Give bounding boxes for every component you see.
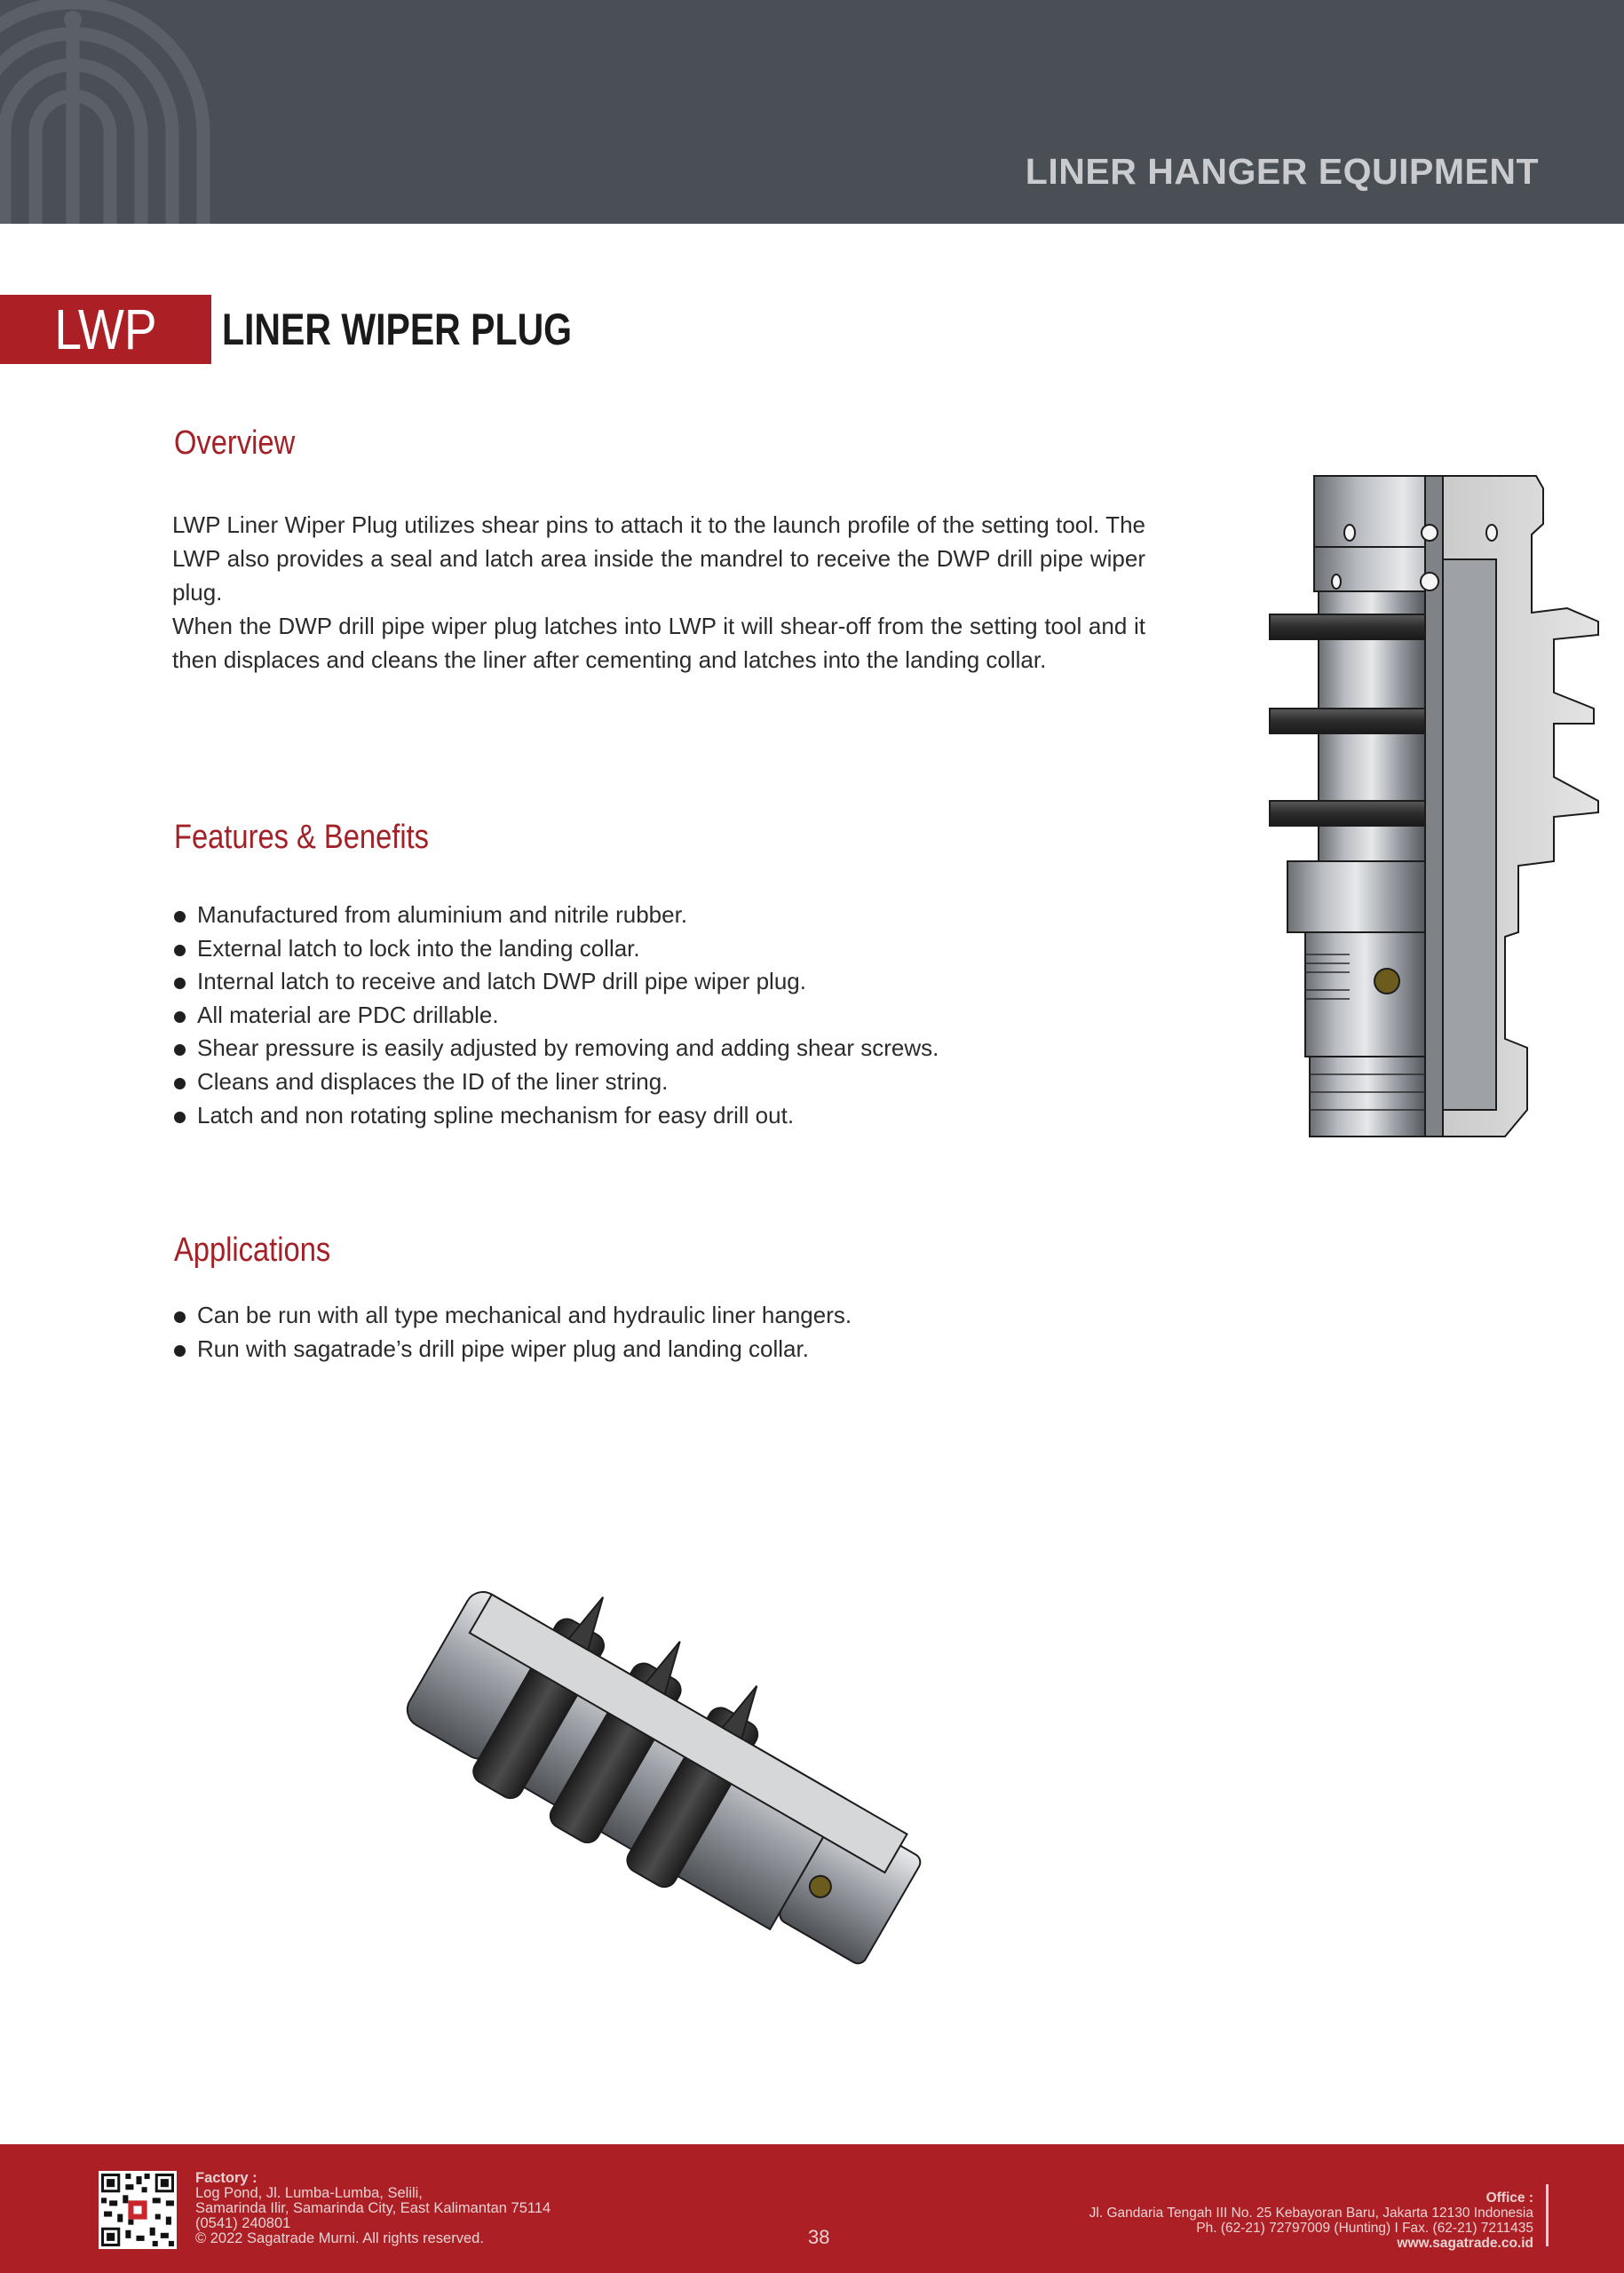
office-label: Office :	[1485, 2190, 1533, 2206]
company-logo-watermark	[0, 0, 231, 224]
copyright: © 2022 Sagatrade Murni. All rights reserved.	[195, 2230, 484, 2246]
applications-list	[172, 1299, 852, 1366]
section-title: LINER HANGER EQUIPMENT	[1025, 151, 1539, 192]
overview-paragraph: When the DWP drill pipe wiper plug latches into LWP it will shear-off from the setting tool and it then displaces and cleans the liner after cementing and latches into the landing collar.	[172, 613, 1145, 673]
product-isometric-image	[368, 1580, 990, 1989]
factory-label: Factory :	[195, 2170, 257, 2186]
features-heading: Features & Benefits	[174, 819, 430, 856]
office-address	[1089, 2190, 1533, 2251]
factory-phone: (0541) 240801	[195, 2215, 291, 2231]
list-item: Manufactured from aluminium and nitrile rubber.	[172, 899, 939, 932]
product-title: LINER WIPER PLUG	[222, 305, 573, 354]
qr-code[interactable]	[99, 2171, 177, 2249]
office-line: Jl. Gandaria Tengah III No. 25 Kebayoran Baru, Jakarta 12130 Indonesia	[1089, 2206, 1533, 2221]
list-item: Internal latch to receive and latch DWP drill pipe wiper plug.	[172, 965, 939, 999]
overview-text	[172, 508, 1145, 677]
list-item: Shear pressure is easily adjusted by removing and adding shear screws.	[172, 1032, 939, 1065]
product-cutaway-image	[1252, 471, 1607, 1145]
list-item: All material are PDC drillable.	[172, 999, 939, 1033]
product-code-badge	[0, 295, 211, 364]
list-item: Run with sagatrade’s drill pipe wiper plug and landing collar.	[172, 1333, 852, 1366]
list-item: Can be run with all type mechanical and hydraulic liner hangers.	[172, 1299, 852, 1333]
office-phone: Ph. (62-21) 72797009 (Hunting) I Fax. (62-21) 7211435	[1196, 2221, 1533, 2236]
product-code: LWP	[54, 297, 157, 361]
overview-paragraph: LWP Liner Wiper Plug utilizes shear pins to attach it to the launch profile of the setting tool. The LWP also provides a seal and latch area inside the mandrel to receive the DWP drill pipe wiper plug.	[172, 511, 1145, 606]
factory-line: Samarinda Ilir, Samarinda City, East Kalimantan 75114	[195, 2200, 551, 2216]
page-header	[0, 0, 1624, 224]
overview-heading: Overview	[174, 424, 296, 462]
factory-line: Log Pond, Jl. Lumba-Lumba, Selili,	[195, 2185, 423, 2201]
page-number: 38	[808, 2226, 830, 2248]
list-item: External latch to lock into the landing collar.	[172, 932, 939, 966]
footer-divider	[1546, 2184, 1549, 2246]
applications-heading: Applications	[174, 1232, 331, 1269]
features-list	[172, 899, 939, 1132]
factory-address	[195, 2171, 551, 2246]
list-item: Latch and non rotating spline mechanism for easy drill out.	[172, 1099, 939, 1133]
website-link[interactable]: www.sagatrade.co.id	[1397, 2236, 1533, 2251]
list-item: Cleans and displaces the ID of the liner string.	[172, 1065, 939, 1099]
